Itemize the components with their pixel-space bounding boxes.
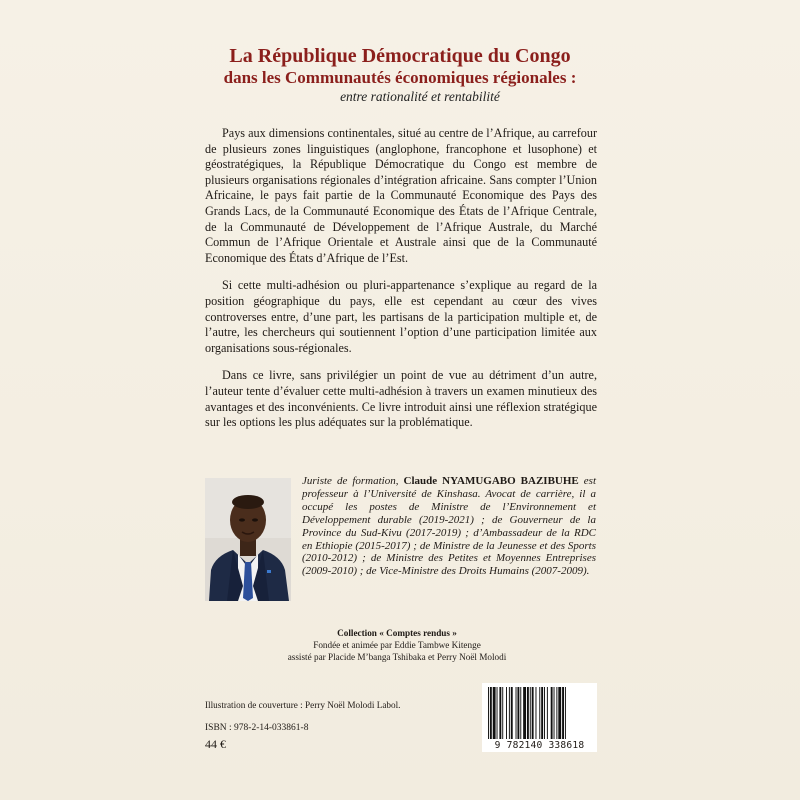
barcode-bar [509,687,510,739]
barcode-bar [493,687,496,739]
collection-title: Collection « Comptes rendus » [337,628,457,638]
book-subtitle: entre rationalité et rentabilité [340,89,500,104]
barcode-bar [497,687,498,739]
author-bio-text: est professeur à l’Université de Kinshasa. Avocat de carrière, il a occupé les postes de Ministre de l’Environnement et Développement durable (2019-2021) ; de Gouverneur de la Province du Sud-Kivu (2017-2019) ; d’Ambassadeur de la RDC en Ethiopie (2015-2017) ; de Ministre de la Jeunesse et des Sports (2010-2012) ; de Ministre des Petites et Moyennes Entreprises (2009-2010) ; de Vice-Ministre des Droits Humains (2007-2009). [302,475,596,578]
isbn: ISBN : 978-2-14-033861-8 [205,723,309,733]
author-photo [205,478,291,601]
barcode-bar [539,687,540,739]
barcode-bar [530,687,531,739]
barcode-bar [565,687,566,739]
barcode-bar [499,687,501,739]
blurb-paragraph: Dans ce livre, sans privilégier un point de vue au détriment d’un autre, l’auteur tente d’évaluer cette multi-adhésion à travers un examen minutieux des avantages et des inconvénients. Ce livre introduit ainsi une réflexion stratégique sur les options les plus adéquates sur la problématique. [205,368,597,430]
blurb-paragraph: Si cette multi-adhésion ou pluri-appartenance s’explique au regard de la position géographique du pays, elle est cependant au cœur des vives controverses entre, d’une part, les partisans de la participation multiple et, de l’autre, les chercheurs qui soutiennent l’option d’une participation limitée aux organisations sous-régionales. [205,278,597,355]
barcode-bar [551,687,553,739]
blurb-paragraph: Pays aux dimensions continentales, situé au centre de l’Afrique, au carrefour de plusieurs zones linguistiques (anglophone, francophone et lusophone) et géostratégiques, la République Démocratique du Congo est membre de plusieurs organisations régionales d’intégration africaine. Sans compter l’Union Africaine, le pays fait partie de la Communauté Economique des Pays des Grands Lacs, de la Communauté Economique des États de l’Afrique Centrale, de la Communauté de Développement de l’Afrique Australe, du Marché Commun de l’Afrique Orientale et Australe ainsi que de la Communauté Economique des États d’Afrique de l’Est. [205,126,597,265]
barcode-bar [506,687,507,739]
barcode-bar [527,687,529,739]
book-title: La République Démocratique du Congo [229,45,571,67]
author-portrait-image [205,478,291,601]
collection-info [232,627,562,664]
barcode-digits: 9 782140 338618 [482,740,597,752]
book-title-line-2: dans les Communautés économiques régionales : [223,68,577,87]
barcode-bar [554,687,555,739]
barcode-bar [517,687,519,739]
collection-founder: Fondée et animée par Eddie Tambwe Kitenge [313,640,481,651]
barcode-bar [558,687,561,739]
author-bio-prefix: Juriste de formation, [302,475,404,487]
barcode-bar [511,687,513,739]
price: 44 € [205,737,226,751]
barcode-bar [532,687,534,739]
barcode-bar [490,687,492,739]
barcode-bar [502,687,503,739]
author-name: Claude NYAMUGABO BAZIBUHE [403,475,579,487]
barcode-bar [562,687,564,739]
blurb [205,126,597,443]
barcode-bar [516,687,517,739]
title-block [0,44,800,106]
collection-assistants: assisté par Placide M’banga Tshibaka et Perry Noël Molodi [287,652,507,663]
author-bio [302,475,596,578]
barcode-bar [541,687,543,739]
barcode-bar [488,687,489,739]
barcode-bar [544,687,545,739]
barcode-bar [547,687,548,739]
barcode-bar [556,687,557,739]
barcode-bars [482,683,597,741]
barcode-bar [523,687,526,739]
illustration-credit: Illustration de couverture : Perry Noël Molodi Labol. [205,700,401,710]
barcode-bar [520,687,521,739]
barcode-bar [536,687,537,739]
